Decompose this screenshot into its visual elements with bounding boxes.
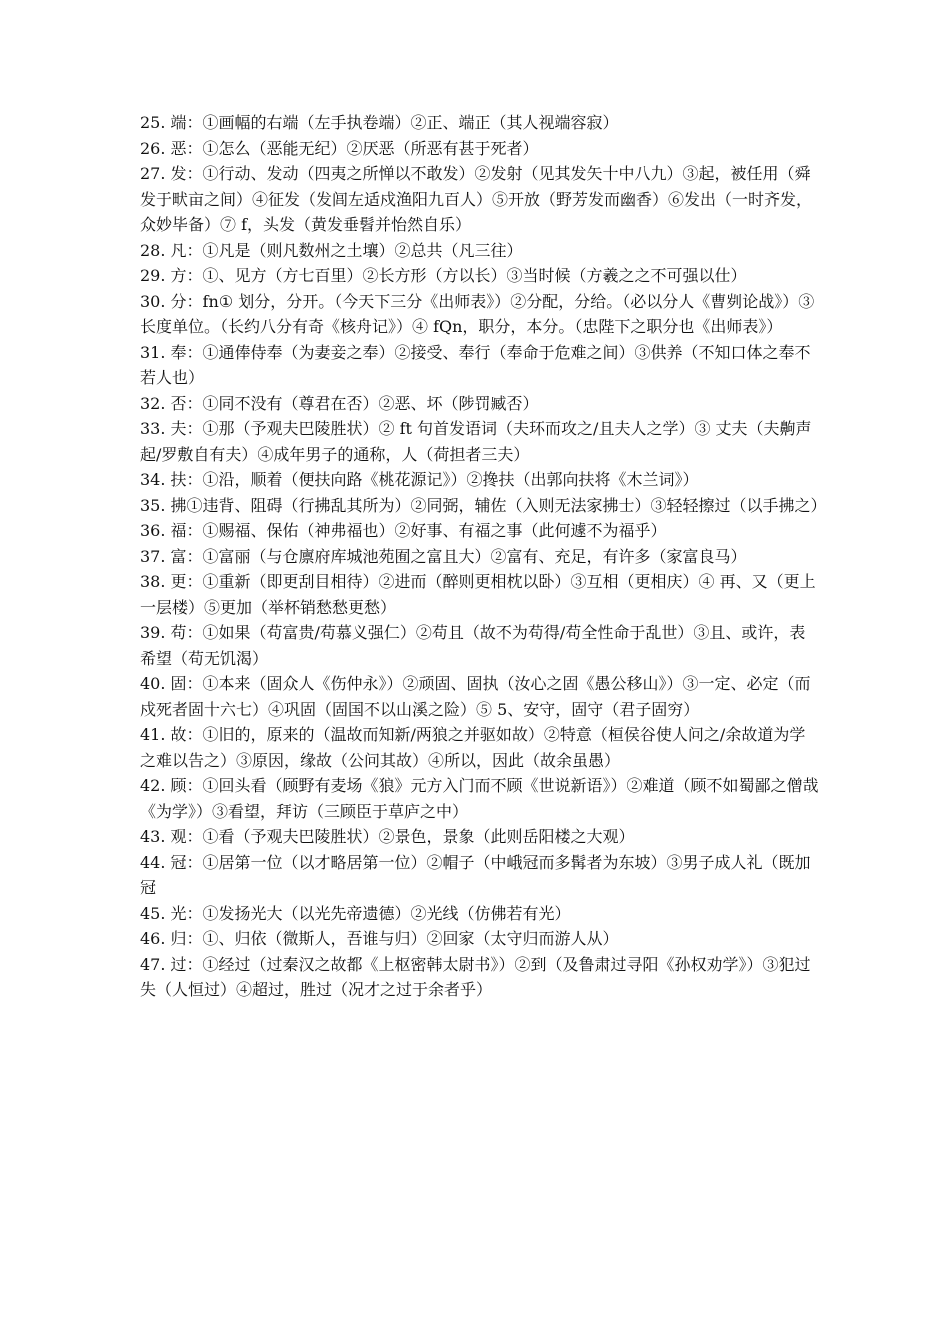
entry-31: 31. 奉：①通俸侍奉（为妻妾之奉）②接受、奉行（奉命于危难之间）③供养（不知口体之奉不若人也） (140, 342, 811, 387)
entry-25: 25. 端：①画幅的右端（左手执卷端）②正、端正（其人视端容寂） (140, 113, 619, 132)
entry-47: 47. 过：①经过（过秦汉之故都《上枢密韩太尉书》）②到（及鲁肃过寻阳《孙权劝学》）③犯过失（人恒过）④超过，胜过（况才之过于余者乎） (140, 954, 811, 999)
entry-43: 43. 观：①看（予观夫巴陵胜状）②景色，景象（此则岳阳楼之大观） (140, 827, 635, 846)
entry-42: 42. 顾：①回头看（顾野有麦场《狼》元方入门而不顾《世说新语》）②难道（顾不如蜀鄙之僧哉《为学》）③看望，拜访（三顾臣于草庐之中） (140, 776, 819, 821)
entry-35: 35. 拂①违背、阻碍（行拂乱其所为）②同弼，辅佐（入则无法家拂士）③轻轻擦过（以手拂之） (140, 495, 827, 515)
entry-30: 30. 分：fn① 划分，分开。（今天下三分《出师表》）②分配，分给。（必以分人《曹刿论战》）③长度单位。（长约八分有奇《核舟记》）④ fQn，职分，本分。（忠陛下之职分也《出师表》） (140, 291, 815, 336)
entry-45: 45. 光：①发扬光大（以光先帝遗德）②光线（仿佛若有光） (140, 903, 571, 923)
entry-26: 26. 恶：①怎么（恶能无纪）②厌恶（所恶有甚于死者） (140, 138, 539, 158)
document-page (140, 110, 827, 1003)
entry-41: 41. 故：①旧的，原来的（温故而知新/两狼之并驱如故）②特意（桓侯谷使人问之/余故道为学之难以告之）③原因，缘故（公问其故）④所以，因此（故余虽愚） (140, 725, 806, 770)
entry-37: 37. 富：①富丽（与仓廪府库城池苑囿之富且大）②富有、充足，有许多（家富良马） (140, 546, 747, 566)
entry-28: 28. 凡：①凡是（则凡数州之土壤）②总共（凡三往） (140, 240, 523, 260)
entry-33: 33. 夫：①那（予观夫巴陵胜状）② ft 句首发语词（夫环而攻之/且夫人之学）③ 丈夫（夫齁声起/罗敷自有夫）④成年男子的通称，人（荷担者三夫） (140, 419, 812, 464)
entry-39: 39. 苟：①如果（苟富贵/苟慕义强仁）②苟且（故不为苟得/苟全性命于乱世）③且、或许，表希望（苟无饥渴） (140, 623, 806, 668)
entry-27: 27. 发：①行动、发动（四夷之所惮以不敢发）②发射（见其发矢十中八九）③起，被任用（舜发于畎亩之间）④征发（发闾左适戍渔阳九百人）⑤开放（野芳发而幽香）⑥发出（一时齐发，众妙毕备）⑦ f，头发（黄发垂髫并怡然自乐） (140, 164, 813, 234)
entry-38: 38. 更：①重新（即更刮目相待）②进而（醉则更相枕以卧）③互相（更相庆）④ 再、又（更上一层楼）⑤更加（举杯销愁愁更愁） (140, 572, 816, 617)
entry-44: 44. 冠：①居第一位（以才略居第一位）②帽子（中峨冠而多髯者为东坡）③男子成人礼（既加冠 (140, 852, 811, 897)
entry-36: 36. 福：①赐福、保佑（神弗福也）②好事、有福之事（此何遽不为福乎） (140, 521, 667, 540)
entry-34: 34. 扶：①沿，顺着（便扶向路《桃花源记》）②搀扶（出郭向扶将《木兰词》） (140, 470, 699, 489)
entry-32: 32. 否：①同不没有（尊君在否）②恶、坏（陟罚臧否） (140, 393, 539, 413)
entry-29: 29. 方：①、见方（方七百里）②长方形（方以长）③当时候（方羲之之不可强以仕） (140, 266, 747, 285)
entry-40: 40. 固：①本来（固众人《伤仲永》）②顽固、固执（汝心之固《愚公移山》）③一定、必定（而戍死者固十六七）④巩固（固国不以山溪之险）⑤ 5、安守，固守（君子固穷） (140, 674, 811, 719)
entry-46: 46. 归：①、归依（微斯人，吾谁与归）②回家（太守归而游人从） (140, 929, 619, 948)
